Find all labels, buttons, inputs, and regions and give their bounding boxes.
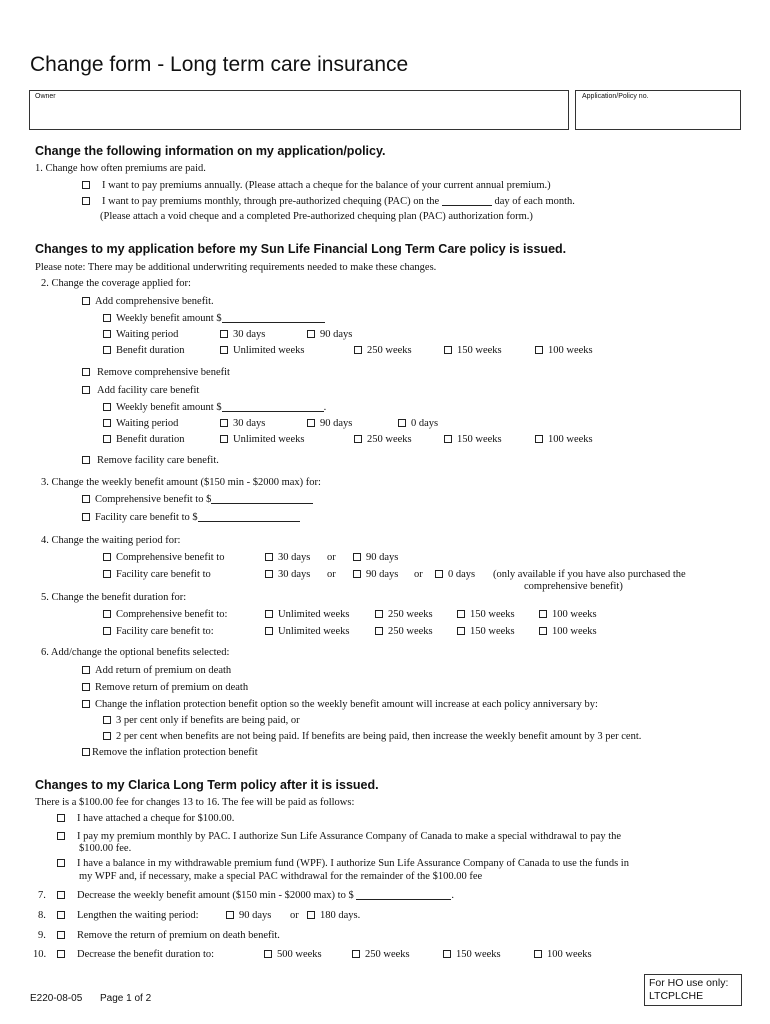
fac-wait-90-checkbox[interactable] xyxy=(353,570,361,578)
comp-waiting: Waiting period xyxy=(103,329,178,342)
owner-field[interactable] xyxy=(29,90,569,130)
annual-option: I want to pay premiums annually. (Please attach a cheque for the balance of your current annual premium.) xyxy=(82,180,551,193)
comp-wait-30-checkbox[interactable] xyxy=(265,553,273,561)
annual-checkbox[interactable] xyxy=(82,181,90,189)
comp-duration-checkbox[interactable] xyxy=(103,346,111,354)
add-fac-option: Add facility care benefit xyxy=(82,385,199,398)
item8-90-checkbox[interactable] xyxy=(226,911,234,919)
item10-100-checkbox[interactable] xyxy=(534,950,542,958)
comp-wait-90-checkbox[interactable] xyxy=(353,553,361,561)
wpf-checkbox[interactable] xyxy=(57,859,65,867)
pct2-checkbox[interactable] xyxy=(103,732,111,740)
ho-use-box: For HO use only: LTCPLCHE xyxy=(644,974,742,1006)
inflation-change-checkbox[interactable] xyxy=(82,700,90,708)
fac-weekly-amount: Weekly benefit amount $ . xyxy=(103,402,326,415)
comp-waiting-checkbox[interactable] xyxy=(103,330,111,338)
item2-label: 2. Change the coverage applied for: xyxy=(41,278,191,289)
only-available-note: (only available if you have also purchased the xyxy=(493,569,686,580)
add-comp-option: Add comprehensive benefit. xyxy=(82,296,214,309)
comp-150-checkbox[interactable] xyxy=(444,346,452,354)
fac-wait-30-checkbox[interactable] xyxy=(265,570,273,578)
fac-150-checkbox[interactable] xyxy=(444,435,452,443)
only-available-note-2: comprehensive benefit) xyxy=(524,581,623,592)
monthly-option: I want to pay premiums monthly, through pre-authorized chequing (PAC) on the day of each month. xyxy=(82,196,575,209)
form-code: E220-08-05 xyxy=(30,993,83,1004)
comp-dur-change-checkbox[interactable] xyxy=(103,610,111,618)
item8-checkbox[interactable] xyxy=(57,911,65,919)
item10-250-checkbox[interactable] xyxy=(352,950,360,958)
monthly-checkbox[interactable] xyxy=(82,197,90,205)
comp-weekly-checkbox[interactable] xyxy=(103,314,111,322)
comp-dur-250-checkbox[interactable] xyxy=(375,610,383,618)
fac-dur-unlimited-checkbox[interactable] xyxy=(265,627,273,635)
fac-dur-150-checkbox[interactable] xyxy=(457,627,465,635)
fac-amount-option: Facility care benefit to $ xyxy=(82,512,300,525)
item7-checkbox[interactable] xyxy=(57,891,65,899)
fac-250-checkbox[interactable] xyxy=(354,435,362,443)
comp-dur-100-checkbox[interactable] xyxy=(539,610,547,618)
remove-inflation-checkbox[interactable] xyxy=(82,748,90,756)
comp-duration: Benefit duration xyxy=(103,345,185,358)
fac-weekly-blank[interactable] xyxy=(222,402,324,412)
fac-wait-0-checkbox[interactable] xyxy=(435,570,443,578)
fac-amount-checkbox[interactable] xyxy=(82,513,90,521)
comp-amount-blank[interactable] xyxy=(211,494,313,504)
fac-duration: Benefit duration xyxy=(103,434,185,447)
pac-fee-checkbox[interactable] xyxy=(57,832,65,840)
cheque-checkbox[interactable] xyxy=(57,814,65,822)
comp-weekly-blank[interactable] xyxy=(222,313,325,323)
item6-label: 6. Add/change the optional benefits selected: xyxy=(41,647,230,658)
item3-label: 3. Change the weekly benefit amount ($150 min - $2000 max) for: xyxy=(41,477,321,488)
fac-unlimited-checkbox[interactable] xyxy=(220,435,228,443)
remove-rop-checkbox[interactable] xyxy=(82,683,90,691)
page-title: Change form - Long term care insurance xyxy=(30,53,409,76)
item7-blank[interactable] xyxy=(356,890,451,900)
underwriting-note: Please note: There may be additional underwriting requirements needed to make these changes. xyxy=(35,262,437,273)
fac-100-checkbox[interactable] xyxy=(535,435,543,443)
item4-label: 4. Change the waiting period for: xyxy=(41,535,181,546)
comp-amount-checkbox[interactable] xyxy=(82,495,90,503)
comp-unlimited-checkbox[interactable] xyxy=(220,346,228,354)
remove-fac-option: Remove facility care benefit. xyxy=(82,455,219,468)
policy-number-label: Application/Policy no. xyxy=(582,93,649,100)
remove-comp-option: Remove comprehensive benefit xyxy=(82,367,230,380)
comp-wait-change-checkbox[interactable] xyxy=(103,553,111,561)
fac-dur-change-checkbox[interactable] xyxy=(103,627,111,635)
item10-checkbox[interactable] xyxy=(57,950,65,958)
section3-heading: Changes to my Clarica Long Term policy after it is issued. xyxy=(35,778,379,792)
item8-180-checkbox[interactable] xyxy=(307,911,315,919)
comp-amount-option: Comprehensive benefit to $ xyxy=(82,494,313,507)
fac-dur-100-checkbox[interactable] xyxy=(539,627,547,635)
item10-500-checkbox[interactable] xyxy=(264,950,272,958)
section2-heading: Changes to my application before my Sun Life Financial Long Term Care policy is issued. xyxy=(35,242,567,256)
add-fac-checkbox[interactable] xyxy=(82,386,90,394)
comp-dur-unlimited-checkbox[interactable] xyxy=(265,610,273,618)
fac-amount-blank[interactable] xyxy=(198,512,300,522)
item10-150-checkbox[interactable] xyxy=(443,950,451,958)
comp-weekly-amount: Weekly benefit amount $ xyxy=(103,313,325,326)
comp-30-checkbox[interactable] xyxy=(220,330,228,338)
policy-number-field[interactable] xyxy=(575,90,741,130)
pct3-checkbox[interactable] xyxy=(103,716,111,724)
comp-100-checkbox[interactable] xyxy=(535,346,543,354)
item1-label: 1. Change how often premiums are paid. xyxy=(35,163,206,174)
page-number: Page 1 of 2 xyxy=(100,993,152,1004)
fac-wait-change-checkbox[interactable] xyxy=(103,570,111,578)
item5-label: 5. Change the benefit duration for: xyxy=(41,592,187,603)
fac-0-checkbox[interactable] xyxy=(398,419,406,427)
fac-waiting-checkbox[interactable] xyxy=(103,419,111,427)
fac-duration-checkbox[interactable] xyxy=(103,435,111,443)
add-comp-checkbox[interactable] xyxy=(82,297,90,305)
comp-dur-150-checkbox[interactable] xyxy=(457,610,465,618)
fac-waiting: Waiting period xyxy=(103,418,178,431)
owner-label: Owner xyxy=(35,93,56,100)
pac-day-blank[interactable] xyxy=(442,196,492,206)
fac-30-checkbox[interactable] xyxy=(220,419,228,427)
remove-fac-checkbox[interactable] xyxy=(82,456,90,464)
fee-note: There is a $100.00 fee for changes 13 to 16. The fee will be paid as follows: xyxy=(35,797,355,808)
comp-90-checkbox[interactable] xyxy=(307,330,315,338)
remove-comp-checkbox[interactable] xyxy=(82,368,90,376)
comp-250-checkbox[interactable] xyxy=(354,346,362,354)
fac-weekly-checkbox[interactable] xyxy=(103,403,111,411)
section1-heading: Change the following information on my application/policy. xyxy=(35,144,386,158)
monthly-note: (Please attach a void cheque and a completed Pre-authorized chequing plan (PAC) authorization form.) xyxy=(100,211,533,222)
fac-dur-250-checkbox[interactable] xyxy=(375,627,383,635)
item9-checkbox[interactable] xyxy=(57,931,65,939)
add-rop-checkbox[interactable] xyxy=(82,666,90,674)
fac-90-checkbox[interactable] xyxy=(307,419,315,427)
